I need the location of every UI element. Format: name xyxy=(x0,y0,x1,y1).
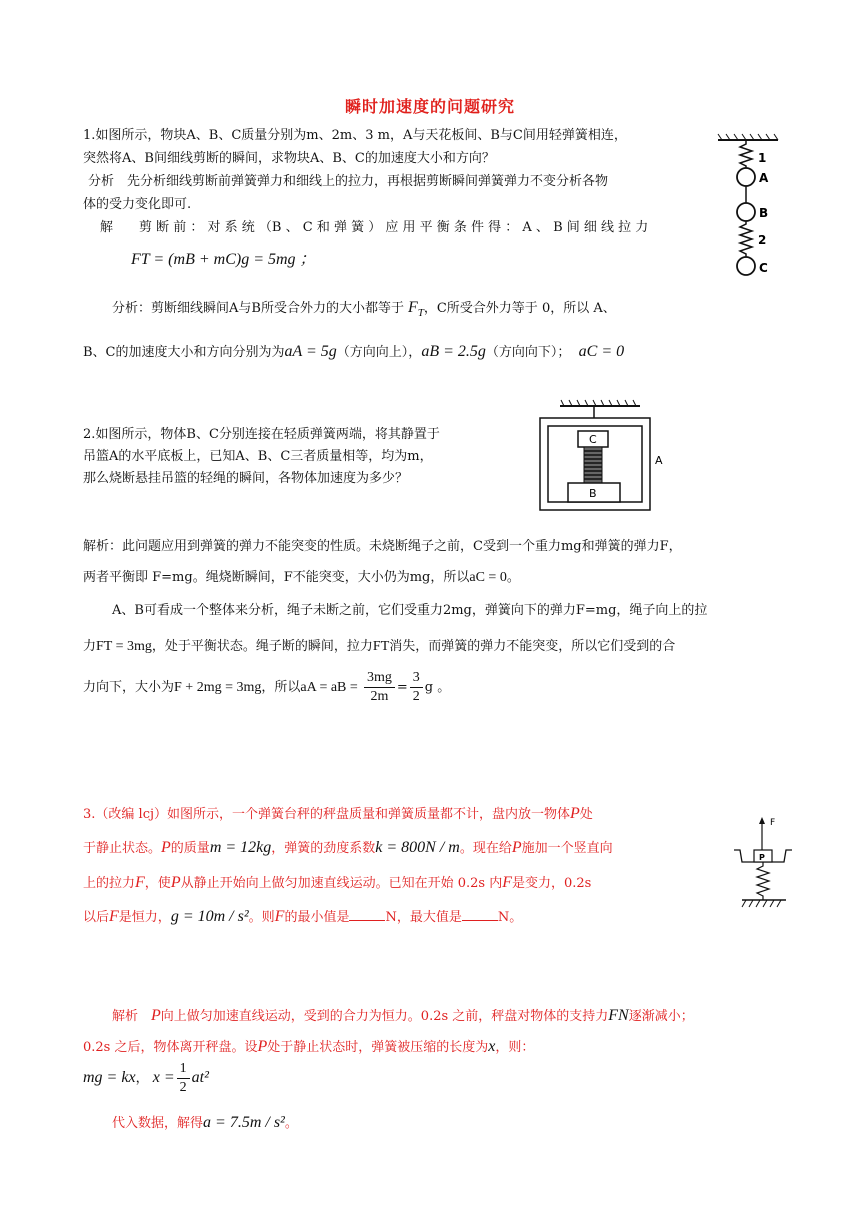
p2-line2: 吊篮A的水平底板上，已知A、B、C三者质量相等，均为m， xyxy=(83,449,433,464)
p3-line3a: 上的拉力 xyxy=(83,876,136,891)
p1-line7 xyxy=(83,342,624,363)
p1-line7c: （方向向上）， xyxy=(336,345,422,360)
p3-sol2c: 处于静止状态时，弹簧被压缩的长度为 xyxy=(267,1040,489,1055)
p3-eq-x: x = xyxy=(152,1069,175,1086)
p2-fraction-3mg-2m xyxy=(364,669,395,706)
p3-F: F xyxy=(502,874,512,891)
p3-line4e: 。则 xyxy=(248,910,275,925)
fig1-label-A: A xyxy=(759,171,769,185)
fig1-label-2: 2 xyxy=(758,233,767,247)
figure-3-spring-scale xyxy=(728,812,818,922)
p3-line2i: 施加一个竖直向 xyxy=(521,841,613,856)
p1-line7e: （方向向下）； xyxy=(485,345,571,360)
fig1-label-1: 1 xyxy=(758,151,767,165)
p2-solution-1: 解析：此问题应用到弹簧的弹力不能突变的性质。未烧断绳子之前，C受到一个重力mg和弹簧的弹力F， xyxy=(83,539,682,554)
p2-ft-eq: FT = 3mg xyxy=(96,639,152,654)
p2-fraction-3-2 xyxy=(410,669,423,706)
p3-P: P xyxy=(570,805,580,822)
p1-line6b: ，C所受合外力等于 0，所以 A、 xyxy=(423,301,616,316)
p3-line2g: 。现在给 xyxy=(459,841,512,856)
p3-solution-1 xyxy=(112,1006,694,1027)
p2-frac2-num: 3 xyxy=(410,669,423,688)
p3-sol1a: 解析 xyxy=(112,1009,152,1024)
p3-line3g: 是变力，0.2s xyxy=(512,876,592,891)
p1-line6a: 分析：剪断细线瞬间A与B所受合外力的大小都等于 xyxy=(112,301,404,316)
p2-solution-5: 力向下，大小为F + 2mg = 3mg，所以aA = aB = $\frac{3mg}{2m}$ = $\frac{3}{2}$ g 。 xyxy=(83,670,451,704)
p3-answer-blank-min xyxy=(349,908,385,921)
p3-line3 xyxy=(83,873,591,894)
p3-line3e: 从静止开始向上做匀加速直线运动。已知在开始 0.2s 内 xyxy=(180,876,503,891)
p1-ft-symbol: $F_T$ xyxy=(403,299,424,320)
p3-sol2e: ，则： xyxy=(495,1040,535,1055)
p2-frac2-den: 2 xyxy=(412,689,420,704)
p1-line2: 突然将A、B间细线剪断的瞬间，求物块A、B、C的加速度大小和方向？ xyxy=(83,151,495,166)
p1-line4: 体的受力变化即可. xyxy=(83,197,192,212)
p2-sol2a: 两者平衡即 F=mg。绳烧断瞬间，F不能突变，大小仍为mg，所以 xyxy=(83,570,470,585)
p2-sol4a: 力 xyxy=(83,639,97,654)
p1-aA: aA = 5g xyxy=(284,343,337,360)
p2-sol4e: 消失，而弹簧的弹力不能突变，所以它们受到的合 xyxy=(389,639,676,654)
p3-FN: FN xyxy=(608,1007,629,1024)
p3-eq3b: ， xyxy=(135,1071,149,1086)
p3-line1 xyxy=(83,804,593,825)
fig2-label-A: A xyxy=(655,454,663,467)
p3-sol3c: 。 xyxy=(284,1116,298,1131)
p1-aB: aB = 2.5g xyxy=(421,343,486,360)
p2-ft-symbol: FT xyxy=(372,639,390,654)
p1-line1: 1.如图所示，物块A、B、C质量分别为m、2m、3 m，A与天花板间、B与C间用轻弹簧相连， xyxy=(83,128,627,143)
p3-spring-k: k = 800N / m xyxy=(375,839,460,856)
fig2-label-B: B xyxy=(589,487,597,500)
p3-line1c: 处 xyxy=(579,807,593,822)
p3-fraction-1-2 xyxy=(177,1060,190,1097)
p2-sol4c: ，处于平衡状态。绳子断的瞬间，拉力 xyxy=(151,639,373,654)
p3-line4a: 以后 xyxy=(83,910,110,925)
p1-line6 xyxy=(112,298,616,323)
fig2-label-C: C xyxy=(589,433,597,446)
fig1-label-C: C xyxy=(759,261,768,275)
fig3-label-F: F xyxy=(770,818,776,828)
p3-line3c: ，使 xyxy=(144,876,171,891)
p1-line3: 分析 先分析细线剪断前弹簧弹力和细线上的拉力，再根据剪断瞬间弹簧弹力不变分析各物 xyxy=(88,174,609,189)
p1-aC: aC = 0 xyxy=(578,343,625,360)
p3-frac-num: 1 xyxy=(177,1060,190,1079)
p2-sol5a: 力向下，大小为 xyxy=(83,680,175,695)
p2-solution-4 xyxy=(83,637,675,657)
p2-sol5c: ，所以 xyxy=(261,680,301,695)
p2-line1: 2.如图所示，物体B、C分别连接在轻质弹簧两端，将其静置于 xyxy=(83,427,440,442)
p3-solution-3 xyxy=(112,1113,298,1134)
p2-sol2c: 。 xyxy=(506,570,520,585)
p2-line3: 那么烧断悬挂吊篮的轻绳的瞬间，各物体加速度为多少？ xyxy=(83,471,409,486)
p3-line4c: 是恒力， xyxy=(118,910,171,925)
p3-sol2a: 0.2s 之后，物体离开秤盘。设 xyxy=(83,1040,258,1055)
p3-line2a: 于静止状态。 xyxy=(83,841,162,856)
p3-x: x xyxy=(488,1038,496,1055)
fig1-label-B: B xyxy=(759,206,769,220)
p3-accel-result: a = 7.5m / s² xyxy=(203,1114,285,1131)
p3-solution-2 xyxy=(83,1037,534,1058)
p2-solution-2 xyxy=(83,568,520,588)
p3-answer-blank-max xyxy=(462,908,498,921)
p3-line4h: N，最大值是 xyxy=(385,910,462,925)
p3-gravity: g = 10m / s² xyxy=(170,908,249,925)
p3-line1a: 3.（改编 lcj）如图所示，一个弹簧台秤的秤盘质量和弹簧质量都不计，盘内放一物体 xyxy=(83,807,571,822)
p2-aC: aC = 0 xyxy=(469,570,507,585)
p3-frac-den: 2 xyxy=(179,1080,187,1095)
p1-equation-1: FT = (mB + mC)g = 5mg ； xyxy=(131,251,316,268)
p3-sol3a: 代入数据，解得 xyxy=(112,1116,204,1131)
p3-eq-mg-kx: mg = kx xyxy=(83,1069,136,1086)
p1-line5: 解 剪 断 前 ： 对 系 统 （B 、 C 和 弹 簧 ） 应 用 平 衡 条 件 得 ： A 、 B 间 细 线 拉 力 xyxy=(100,220,649,235)
p3-P: P xyxy=(257,1038,268,1055)
p2-solution-3: A、B可看成一个整体来分析，绳子未断之前，它们受重力2mg，弹簧向下的弹力F=mg，绳子向上的拉 xyxy=(112,603,708,618)
p3-line4i: N。 xyxy=(497,910,523,925)
figure-2-basket xyxy=(536,396,676,516)
p3-sol1e: 逐渐减小； xyxy=(628,1009,694,1024)
p3-F: F xyxy=(135,874,145,891)
p3-line2e: ，弹簧的劲度系数 xyxy=(271,841,376,856)
fig3-label-P: P xyxy=(759,853,765,862)
p3-line4g: 的最小值是 xyxy=(284,910,350,925)
p3-P: P xyxy=(170,874,181,891)
p3-line4 xyxy=(83,907,522,928)
p3-F: F xyxy=(109,908,119,925)
p3-equations xyxy=(83,1058,209,1099)
p2-frac1-den: 2m xyxy=(370,689,389,704)
figure-1-spring-system xyxy=(716,132,786,292)
page-title: 瞬时加速度的问题研究 xyxy=(344,97,515,116)
p3-P: P xyxy=(511,839,522,856)
p2-accel-eq: aA = aB = xyxy=(300,680,358,695)
p2-sol5g: g 。 xyxy=(424,680,451,695)
p3-eq-at2: at² xyxy=(191,1069,209,1086)
p3-line2c: 的质量 xyxy=(170,841,210,856)
p3-P: P xyxy=(151,1007,161,1024)
p2-force-eq: F + 2mg = 3mg xyxy=(174,680,262,695)
p3-P: P xyxy=(161,839,171,856)
p2-frac1-num: 3mg xyxy=(364,669,395,688)
p3-mass: m = 12kg xyxy=(209,839,272,856)
p1-line7a: B、C的加速度大小和方向分别为为 xyxy=(83,345,285,360)
p3-line2 xyxy=(83,838,613,859)
p3-F: F xyxy=(274,908,285,925)
p3-sol1c: 向上做匀加速直线运动，受到的合力为恒力。0.2s 之前，秤盘对物体的支持力 xyxy=(160,1009,609,1024)
